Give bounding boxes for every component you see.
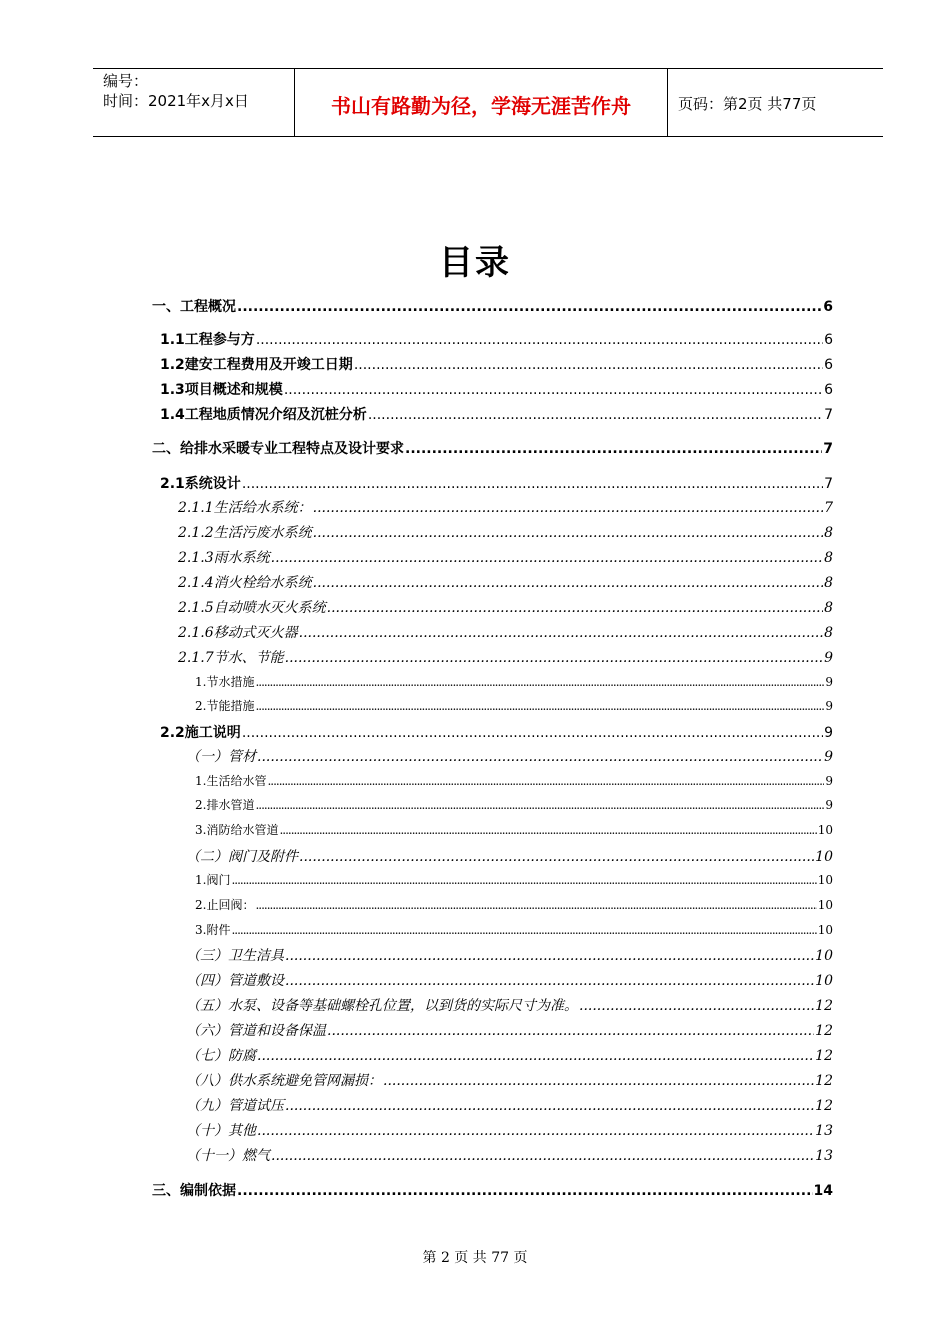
toc-entry-page: 7	[824, 500, 833, 516]
toc-entry-page: 6	[824, 332, 833, 348]
toc-entry[interactable]	[195, 772, 833, 789]
toc-entry-page: 9	[825, 675, 833, 689]
toc-entry-page: 9	[824, 725, 833, 741]
toc-entry-title: （九）管道试压	[186, 1098, 284, 1114]
toc-entry-title: 2.排水管道	[195, 798, 255, 812]
toc-dot-leader	[285, 948, 814, 964]
toc-dot-leader	[267, 774, 824, 788]
toc-entry-page: 9	[825, 699, 833, 713]
toc-entry-title: 2.1.4消火栓给水系统	[178, 575, 312, 591]
toc-entry-page: 12	[815, 1048, 833, 1064]
document-number-label: 编号：	[103, 72, 149, 90]
toc-entry-title: 3.消防给水管道	[195, 823, 279, 837]
toc-dot-leader	[271, 550, 823, 566]
toc-entry-page: 8	[824, 625, 833, 641]
header-page-number: 页码：第2页 共77页	[678, 95, 817, 113]
toc-entry-page: 10	[815, 849, 833, 865]
toc-entry[interactable]	[152, 1180, 833, 1200]
toc-entry-title: （三）卫生洁具	[186, 948, 284, 964]
toc-dot-leader	[255, 699, 824, 713]
toc-title: 目录	[439, 243, 511, 283]
toc-entry-title: 3.附件	[195, 923, 231, 937]
toc-entry-title: （四）管道敷设	[186, 973, 284, 989]
toc-entry[interactable]	[152, 438, 833, 458]
toc-entry-title: 1.节水措施	[195, 675, 255, 689]
toc-entry[interactable]	[178, 572, 833, 592]
toc-entry-page: 6	[824, 357, 833, 373]
toc-entry[interactable]	[195, 896, 833, 913]
toc-entry[interactable]	[178, 547, 833, 567]
toc-entry-page: 12	[815, 1023, 833, 1039]
toc-entry[interactable]	[186, 1120, 833, 1140]
toc-entry[interactable]	[160, 404, 833, 424]
toc-entry-title: 1.3项目概述和规模	[160, 382, 283, 398]
toc-dot-leader	[255, 898, 816, 912]
toc-dot-leader	[327, 1023, 814, 1039]
toc-entry-title: 2.1系统设计	[160, 476, 241, 492]
toc-entry-title: 1.生活给水管	[195, 774, 267, 788]
toc-entry-page: 10	[815, 948, 833, 964]
toc-entry-page: 7	[824, 476, 833, 492]
toc-dot-leader	[279, 823, 816, 837]
toc-entry[interactable]	[186, 970, 833, 990]
toc-dot-leader	[271, 1148, 814, 1164]
toc-dot-leader	[256, 332, 823, 348]
toc-entry[interactable]	[195, 697, 833, 714]
toc-dot-leader	[313, 575, 823, 591]
toc-entry[interactable]	[195, 673, 833, 690]
toc-entry[interactable]	[186, 1045, 833, 1065]
toc-entry[interactable]	[195, 871, 833, 888]
toc-entry-title: 2.节能措施	[195, 699, 255, 713]
toc-dot-leader	[257, 1123, 814, 1139]
toc-dot-leader	[231, 923, 816, 937]
toc-entry-page: 8	[824, 575, 833, 591]
toc-entry-page: 9	[824, 749, 833, 765]
toc-entry[interactable]	[152, 296, 833, 316]
toc-dot-leader	[237, 1183, 813, 1199]
toc-entry[interactable]	[160, 473, 833, 493]
toc-entry-title: 一、工程概况	[152, 299, 236, 315]
document-time-label: 时间：2021年x月x日	[103, 92, 249, 110]
toc-entry[interactable]	[160, 722, 833, 742]
toc-dot-leader	[354, 357, 823, 373]
toc-entry-page: 6	[824, 382, 833, 398]
toc-entry-title: 2.1.1生活给水系统：	[178, 500, 312, 516]
toc-entry-page: 10	[817, 898, 833, 912]
toc-entry-page: 9	[825, 798, 833, 812]
toc-entry[interactable]	[178, 522, 833, 542]
toc-entry-title: （七）防腐	[186, 1048, 256, 1064]
toc-entry[interactable]	[178, 497, 833, 517]
toc-entry-title: （二）阀门及附件	[186, 849, 298, 865]
toc-dot-leader	[284, 382, 823, 398]
toc-entry-title: （六）管道和设备保温	[186, 1023, 326, 1039]
toc-entry[interactable]	[178, 597, 833, 617]
toc-entry[interactable]	[160, 329, 833, 349]
toc-entry[interactable]	[186, 945, 833, 965]
toc-entry[interactable]	[186, 995, 833, 1015]
toc-dot-leader	[231, 873, 816, 887]
toc-entry[interactable]	[178, 647, 833, 667]
toc-entry-title: 二、给排水采暖专业工程特点及设计要求	[152, 441, 404, 457]
toc-dot-leader	[299, 625, 823, 641]
toc-entry[interactable]	[186, 1070, 833, 1090]
toc-entry-page: 8	[824, 600, 833, 616]
toc-dot-leader	[313, 500, 823, 516]
toc-dot-leader	[257, 1048, 814, 1064]
toc-dot-leader	[579, 998, 814, 1014]
toc-entry[interactable]	[186, 1095, 833, 1115]
toc-entry-page: 14	[813, 1183, 833, 1199]
toc-entry-title: （十）其他	[186, 1123, 256, 1139]
toc-dot-leader	[242, 725, 823, 741]
toc-dot-leader	[257, 749, 823, 765]
toc-entry-title: 1.阀门	[195, 873, 231, 887]
toc-dot-leader	[285, 650, 823, 666]
toc-dot-leader	[299, 849, 814, 865]
toc-entry[interactable]	[186, 846, 833, 866]
toc-entry-title: 2.1.2生活污废水系统	[178, 525, 312, 541]
toc-dot-leader	[327, 600, 823, 616]
toc-entry-page: 7	[824, 407, 833, 423]
toc-entry-title: 1.4工程地质情况介绍及沉桩分析	[160, 407, 367, 423]
toc-dot-leader	[237, 299, 822, 315]
toc-entry-title: 三、编制依据	[152, 1183, 236, 1199]
toc-entry-page: 8	[824, 550, 833, 566]
toc-dot-leader	[242, 476, 823, 492]
toc-entry-title: 2.1.7节水、节能	[178, 650, 284, 666]
toc-entry-page: 10	[817, 823, 833, 837]
toc-entry-title: 2.1.3雨水系统	[178, 550, 270, 566]
toc-entry-title: （一）管材	[186, 749, 256, 765]
toc-entry-page: 8	[824, 525, 833, 541]
toc-entry-title: 2.1.5自动喷水灭火系统	[178, 600, 326, 616]
toc-entry[interactable]	[195, 796, 833, 813]
toc-entry-page: 12	[815, 1098, 833, 1114]
toc-entry-title: （八）供水系统避免管网漏损：	[186, 1073, 382, 1089]
toc-entry-page: 13	[815, 1123, 833, 1139]
toc-entry-page: 12	[815, 1073, 833, 1089]
toc-dot-leader	[255, 675, 824, 689]
toc-entry-page: 7	[823, 441, 833, 457]
toc-entry-title: 1.2建安工程费用及开竣工日期	[160, 357, 353, 373]
toc-dot-leader	[405, 441, 822, 457]
toc-entry-page: 10	[815, 973, 833, 989]
toc-entry-page: 10	[817, 923, 833, 937]
toc-entry-page: 9	[824, 650, 833, 666]
toc-entry-page: 9	[825, 774, 833, 788]
toc-entry[interactable]	[186, 746, 833, 766]
toc-entry-page: 13	[815, 1148, 833, 1164]
page-footer: 第 2 页 共 77 页	[422, 1250, 528, 1266]
toc-entry-title: 2.1.6移动式灭火器	[178, 625, 298, 641]
toc-entry-title: （十一）燃气	[186, 1148, 270, 1164]
toc-entry-page: 6	[823, 299, 833, 315]
toc-entry[interactable]	[186, 1020, 833, 1040]
toc-entry-title: 2.2施工说明	[160, 725, 241, 741]
toc-dot-leader	[285, 973, 814, 989]
toc-entry-page: 12	[815, 998, 833, 1014]
toc-entry-page: 10	[817, 873, 833, 887]
toc-entry[interactable]	[195, 921, 833, 938]
toc-entry-title: （五）水泵、设备等基础螺栓孔位置，以到货的实际尺寸为准。	[186, 998, 578, 1014]
toc-dot-leader	[313, 525, 823, 541]
toc-entry[interactable]	[186, 1145, 833, 1165]
toc-entry[interactable]	[160, 354, 833, 374]
toc-entry[interactable]	[195, 821, 833, 838]
toc-entry-title: 2.止回阀：	[195, 898, 255, 912]
toc-entry-title: 1.1工程参与方	[160, 332, 255, 348]
toc-dot-leader	[368, 407, 823, 423]
toc-dot-leader	[285, 1098, 814, 1114]
toc-dot-leader	[255, 798, 824, 812]
toc-entry[interactable]	[178, 622, 833, 642]
toc-entry[interactable]	[160, 379, 833, 399]
header-motto: 书山有路勤为径，学海无涯苦作舟	[331, 94, 631, 118]
toc-dot-leader	[383, 1073, 814, 1089]
